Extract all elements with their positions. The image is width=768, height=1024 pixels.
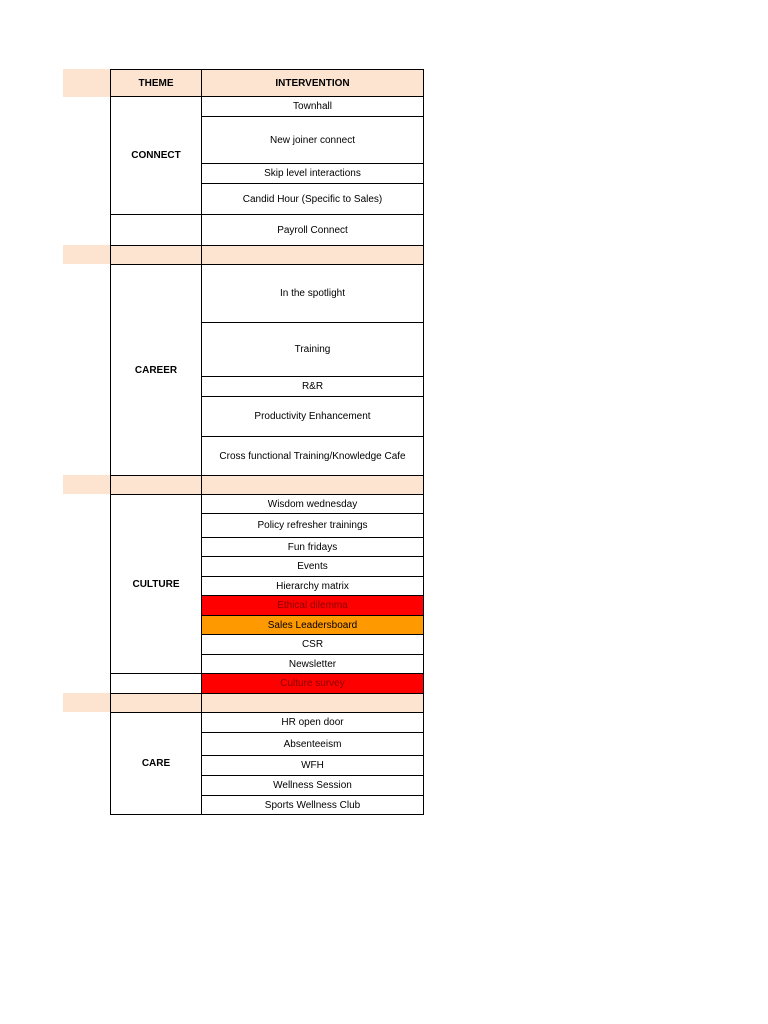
intervention-cell: WFH — [201, 755, 424, 776]
intervention-cell-highlight-red: Ethical dilemma — [201, 595, 424, 616]
intervention-cell: Skip level interactions — [201, 163, 424, 184]
empty-theme-cell — [110, 673, 202, 694]
row-strip — [63, 693, 111, 712]
intervention-cell: New joiner connect — [201, 116, 424, 164]
spacer-row — [110, 475, 202, 495]
theme-culture: CULTURE — [110, 494, 202, 674]
intervention-cell: Wellness Session — [201, 775, 424, 796]
intervention-cell-highlight-orange: Sales Leadersboard — [201, 615, 424, 635]
intervention-cell-highlight-red: Culture survey — [201, 673, 424, 694]
intervention-cell: In the spotlight — [201, 264, 424, 323]
spacer-row — [110, 693, 202, 713]
intervention-cell: Candid Hour (Specific to Sales) — [201, 183, 424, 215]
theme-care: CARE — [110, 712, 202, 815]
intervention-cell: Absenteeism — [201, 732, 424, 756]
intervention-cell: Productivity Enhancement — [201, 396, 424, 437]
spacer-row — [201, 475, 424, 495]
spacer-row — [201, 245, 424, 265]
header-intervention: INTERVENTION — [201, 69, 424, 97]
row-strip — [63, 475, 111, 494]
intervention-cell: Newsletter — [201, 654, 424, 674]
intervention-cell: CSR — [201, 634, 424, 655]
intervention-cell: Cross functional Training/Knowledge Cafe — [201, 436, 424, 476]
intervention-cell: Sports Wellness Club — [201, 795, 424, 815]
intervention-cell: Townhall — [201, 96, 424, 117]
row-strip — [63, 245, 111, 264]
theme-connect: CONNECT — [110, 96, 202, 215]
intervention-cell: Events — [201, 556, 424, 577]
theme-career: CAREER — [110, 264, 202, 476]
header-theme: THEME — [110, 69, 202, 97]
intervention-cell: Hierarchy matrix — [201, 576, 424, 596]
row-strip — [63, 69, 111, 97]
intervention-cell: Policy refresher trainings — [201, 513, 424, 538]
intervention-cell: Training — [201, 322, 424, 377]
intervention-cell: Payroll Connect — [201, 214, 424, 246]
empty-theme-cell — [110, 214, 202, 246]
intervention-cell: HR open door — [201, 712, 424, 733]
intervention-cell: Wisdom wednesday — [201, 494, 424, 514]
intervention-cell: R&R — [201, 376, 424, 397]
intervention-cell: Fun fridays — [201, 537, 424, 557]
spacer-row — [201, 693, 424, 713]
spacer-row — [110, 245, 202, 265]
